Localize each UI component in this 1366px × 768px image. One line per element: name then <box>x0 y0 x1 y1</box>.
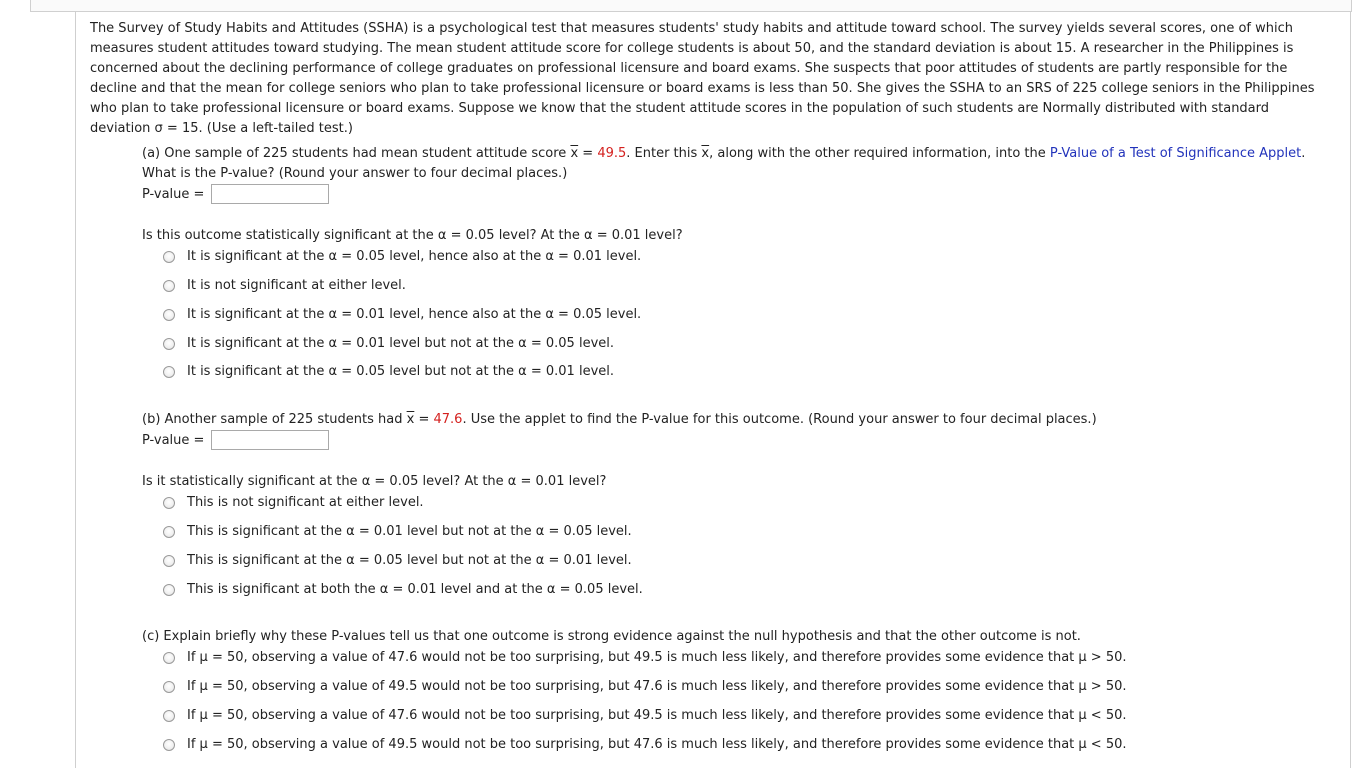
part-b-option-2-label: This is significant at the α = 0.01 level but not at the α = 0.05 level. <box>187 524 632 539</box>
part-b-prompt: (b) Another sample of 225 students had $\overline{x} = 47.6$. Use the applet to find the P-value for this outcome. (Round your answer to four decimal places.) <box>142 412 1097 427</box>
part-a-instruction: What is the P-value? (Round your answer to four decimal places.) <box>142 166 568 181</box>
part-a-pvalue-label: P-value = <box>142 187 205 202</box>
part-b-option-3-radio[interactable] <box>163 555 175 567</box>
part-c-option-2-label: If μ = 50, observing a value of 49.5 would not be too surprising, but 47.6 is much less likely, and therefore provides some evidence that μ > 50. <box>187 679 1127 694</box>
problem-statement: The Survey of Study Habits and Attitudes (SSHA) is a psychological test that measures students' study habits and attitude toward school. The survey yields several scores, one of which measures student attitudes toward studying. The mean student attitude score for college students is about 50, and the standard deviation is about 15. A researcher in the Philippines is concerned about the declining performance of college graduates on professional licensure and board exams. She suspects that poor attitudes of students are partly responsible for the decline and that the mean for college seniors who plan to take professional licensure or board exams is less than 50. She gives the SSHA to an SRS of 225 college seniors in the Philippines who plan to take professional licensure or board exams. Suppose we know that the student attitude scores in the population of such students are Normally distributed with standard deviation σ = 15. (Use a left-tailed test.) <box>90 21 1315 136</box>
part-c-option-3-label: If μ = 50, observing a value of 47.6 would not be too surprising, but 49.5 is much less likely, and therefore provides some evidence that μ < 50. <box>187 708 1127 723</box>
part-a-sample-mean: 49.5 <box>597 146 627 161</box>
part-b-significance-question: Is it statistically significant at the α = 0.05 level? At the α = 0.01 level? <box>142 474 607 489</box>
part-a-option-5-radio[interactable] <box>163 366 175 378</box>
part-b-option-4-label: This is significant at both the α = 0.01 level and at the α = 0.05 level. <box>187 582 643 597</box>
part-c-option-2-radio[interactable] <box>163 681 175 693</box>
part-b-option-1-label: This is not significant at either level. <box>187 495 424 510</box>
part-a-option-2-label: It is not significant at either level. <box>187 278 406 293</box>
applet-link[interactable]: P-Value of a Test of Significance Applet <box>1049 146 1302 161</box>
part-a-pvalue-input[interactable] <box>211 184 329 204</box>
part-c-question: (c) Explain briefly why these P-values tell us that one outcome is strong evidence against the null hypothesis and that the other outcome is not. <box>142 629 1081 644</box>
part-a-option-3-radio[interactable] <box>163 309 175 321</box>
part-a-option-5-label: It is significant at the α = 0.05 level but not at the α = 0.01 level. <box>187 364 615 379</box>
part-c-option-1-label: If μ = 50, observing a value of 47.6 would not be too surprising, but 49.5 is much less likely, and therefore provides some evidence that μ > 50. <box>187 650 1127 665</box>
part-b-pvalue-input[interactable] <box>211 430 329 450</box>
part-a-option-4-label: It is significant at the α = 0.01 level but not at the α = 0.05 level. <box>187 336 615 351</box>
part-c-option-3-radio[interactable] <box>163 710 175 722</box>
xbar-symbol: $\overline{x}$ <box>406 412 415 427</box>
part-b-pvalue-label: P-value = <box>142 433 205 448</box>
part-c-option-4-label: If μ = 50, observing a value of 49.5 would not be too surprising, but 47.6 is much less likely, and therefore provides some evidence that μ < 50. <box>187 737 1127 752</box>
part-c-option-1-radio[interactable] <box>163 652 175 664</box>
part-a-significance-question: Is this outcome statistically significant at the α = 0.05 level? At the α = 0.01 level? <box>142 228 683 243</box>
part-b-option-2-radio[interactable] <box>163 526 175 538</box>
xbar-symbol: $\overline{x}$ <box>701 146 710 161</box>
part-a-option-4-radio[interactable] <box>163 338 175 350</box>
part-b-sample-mean: 47.6 <box>433 412 463 427</box>
part-a-option-2-radio[interactable] <box>163 280 175 292</box>
part-b-option-1-radio[interactable] <box>163 497 175 509</box>
xbar-symbol: $\overline{x}$ <box>570 146 579 161</box>
part-a-option-3-label: It is significant at the α = 0.01 level, hence also at the α = 0.05 level. <box>187 307 642 322</box>
part-b-option-3-label: This is significant at the α = 0.05 level but not at the α = 0.01 level. <box>187 553 632 568</box>
part-a-option-1-radio[interactable] <box>163 251 175 263</box>
part-b-option-4-radio[interactable] <box>163 584 175 596</box>
part-a-option-1-label: It is significant at the α = 0.05 level, hence also at the α = 0.01 level. <box>187 249 642 264</box>
part-a-prompt: (a) One sample of 225 students had mean student attitude score $\overline{x} = 49.5$. Enter this $\overline{x}$, along with the other required information, into the P-Value of a Test of Significance Applet. <box>142 146 1306 161</box>
part-c-option-4-radio[interactable] <box>163 739 175 751</box>
